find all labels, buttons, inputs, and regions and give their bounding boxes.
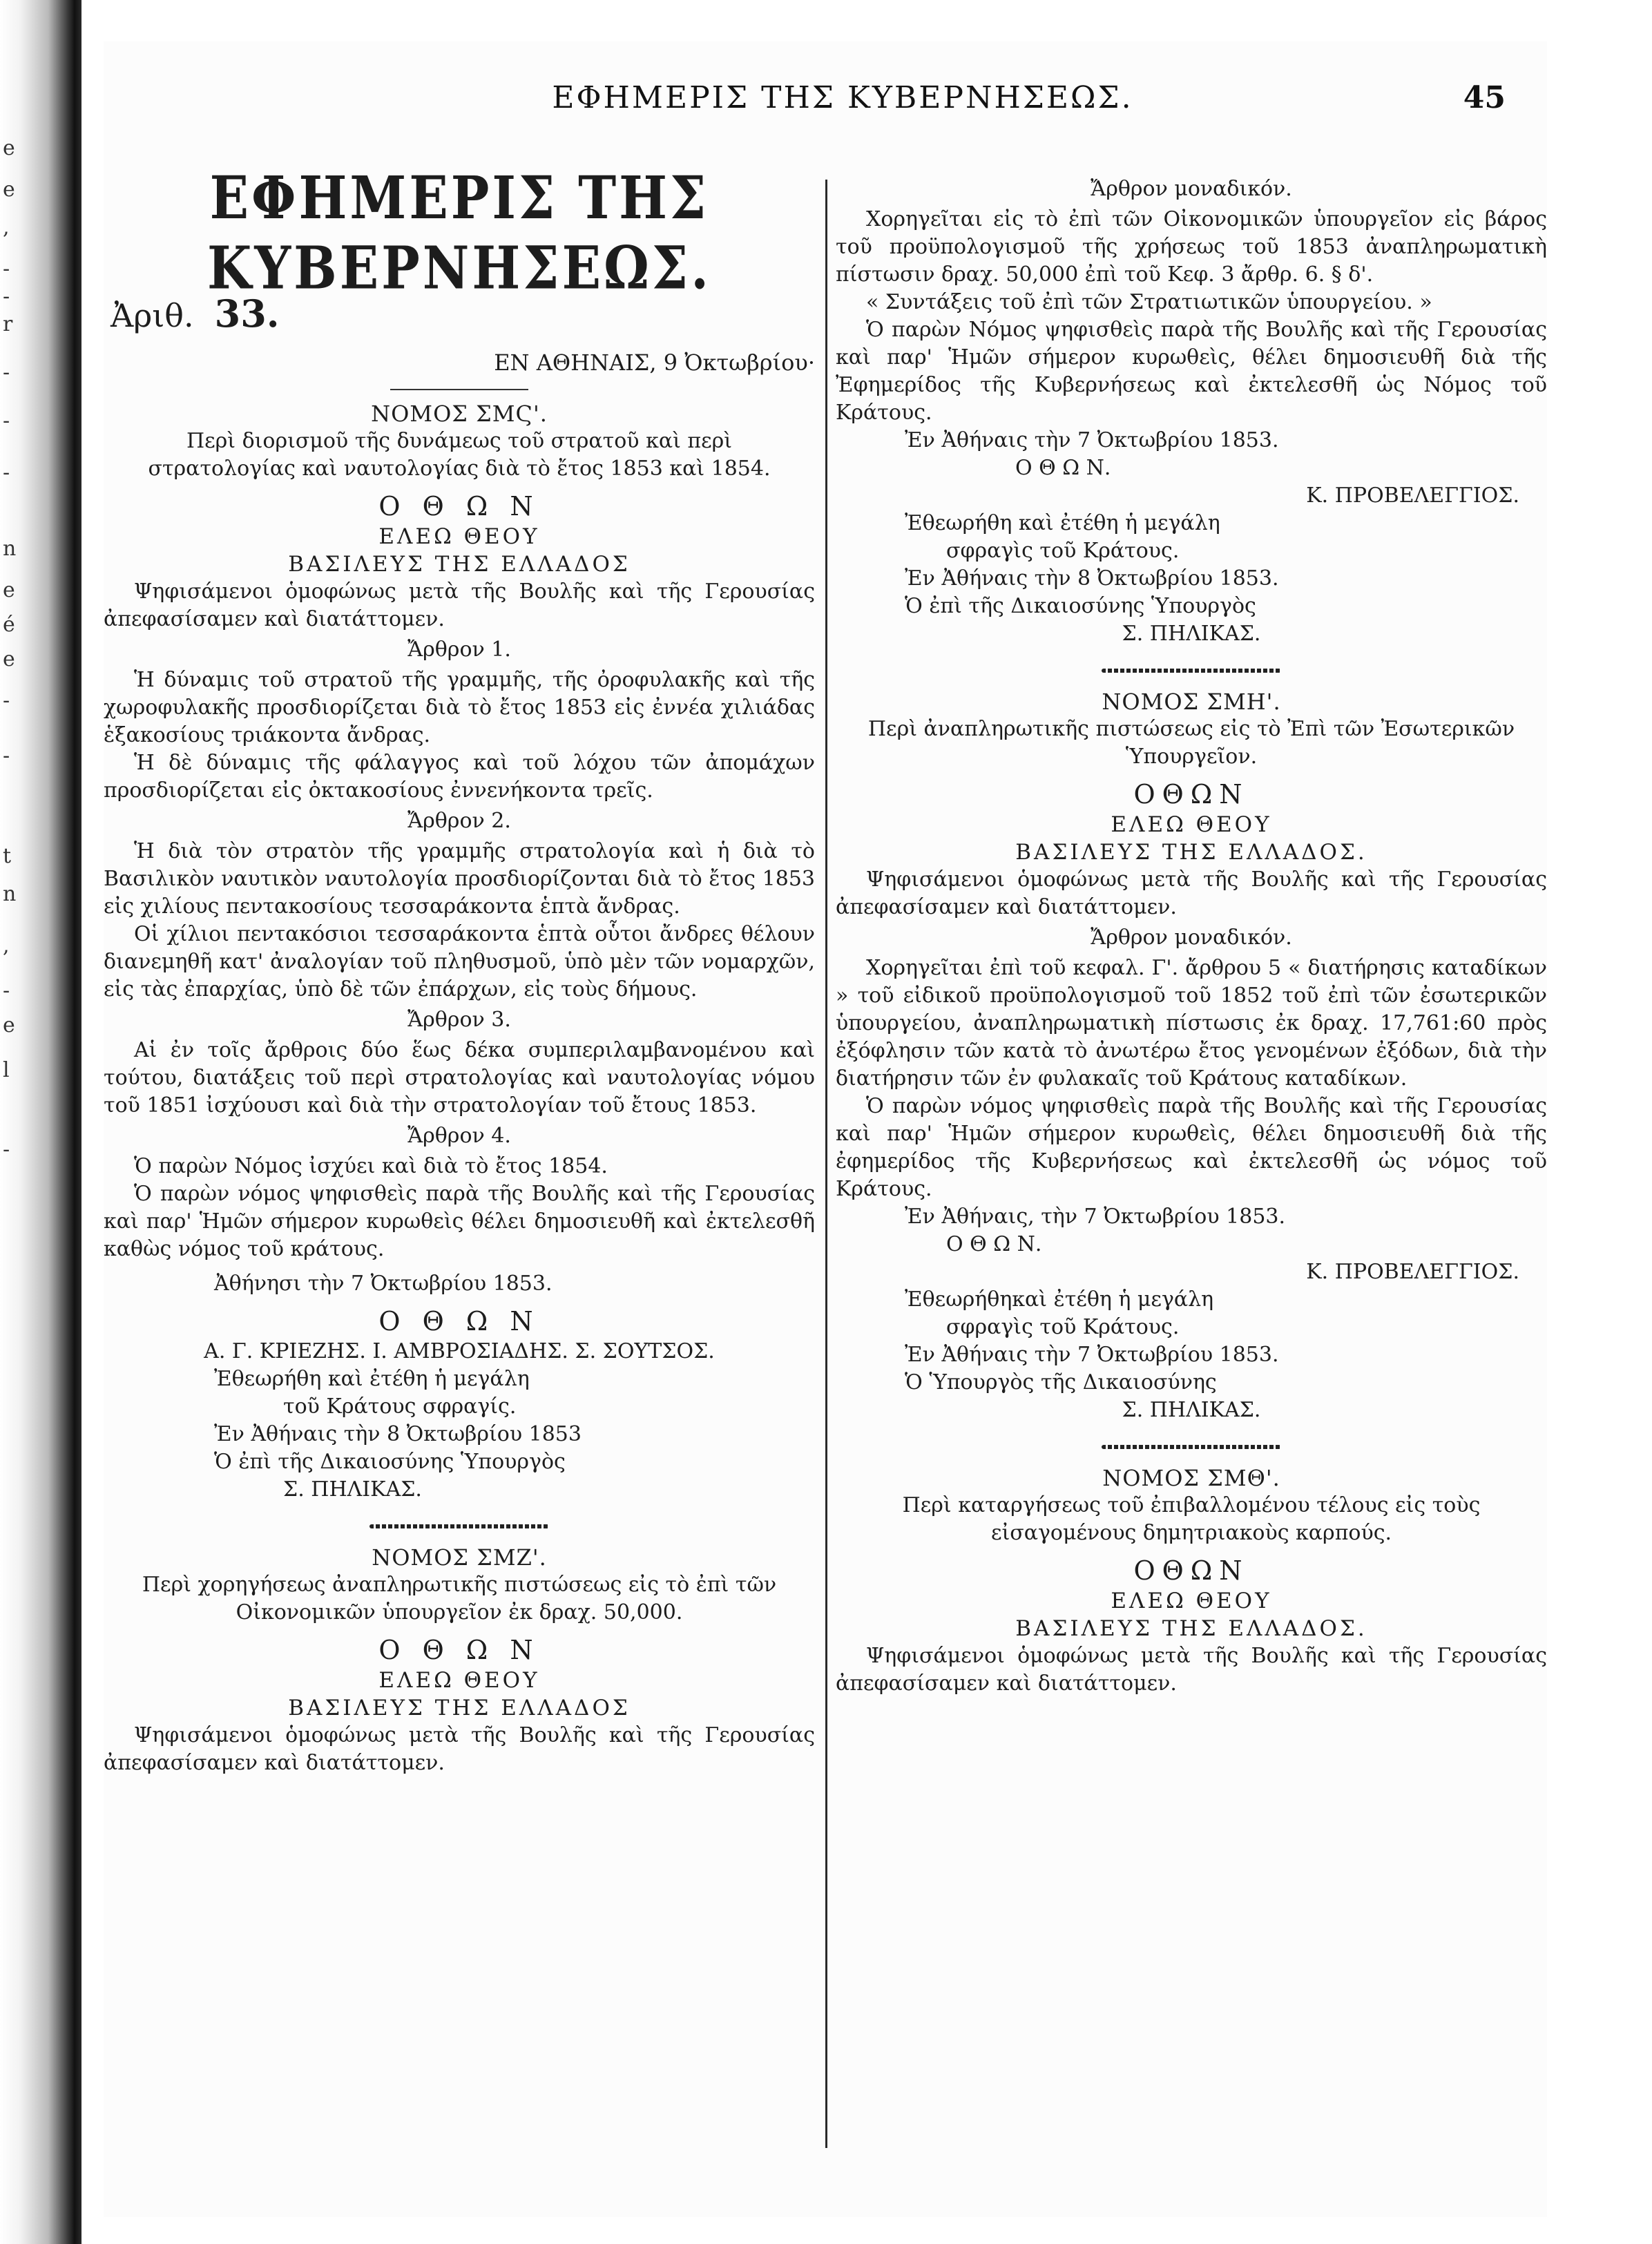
king-name: ΟΘΩΝ — [1133, 779, 1249, 809]
running-title: ΕΦΗΜΕΡΙΣ ΤΗΣ ΚΥΒΕΡΝΗΣΕΩΣ. — [552, 80, 1133, 115]
article-heading: Ἄρθρον 2. — [407, 809, 511, 833]
minister-name: Σ. ΠΗΛΙΚΑΣ. — [1122, 1398, 1261, 1422]
king-of-greece: ΒΑΣΙΛΕΥΣ ΤΗΣ ΕΛΛΑΔΟΣ. — [1015, 1616, 1367, 1641]
article-heading: Ἄρθρον 4. — [407, 1124, 511, 1148]
article-heading: Ἄρθρον 3. — [407, 1008, 511, 1032]
column-divider — [825, 180, 827, 2148]
preamble: Ψηφισάμενοι ὁμοφώνως μετὰ τῆς Βουλῆς καὶ τῆς Γερουσίας ἀπεφασίσαμεν καὶ διατάττομεν. — [836, 1644, 1547, 1696]
left-column — [104, 164, 815, 1777]
seal-note: Ἐθεωρήθη καὶ ἐτέθη ἡ μεγάλη — [905, 511, 1220, 535]
king-signature: Ο Θ Ω Ν. — [946, 1232, 1042, 1256]
king-signature: Ο Θ Ω Ν. — [1015, 456, 1111, 480]
article-text: Ἡ δὲ δύναμις τῆς φάλαγγος καὶ τοῦ λόχου τῶν ἀπομάχων προσδιορίζεται εἰς ὀκτακοσίους ἐννενήκοντα τρεῖς. — [104, 751, 815, 803]
article-text: Ὁ παρὼν Νόμος ἰσχύει καὶ διὰ τὸ ἔτος 1854. — [134, 1154, 608, 1178]
ornament-divider — [1102, 1445, 1281, 1449]
book-gutter: e e , - - r - - - n e é e - - t n , - e l - — [0, 0, 81, 2244]
king-of-greece: ΒΑΣΙΛΕΥΣ ΤΗΣ ΕΛΛΑΔΟΣ — [288, 1696, 631, 1720]
article-heading: Ἄρθρον μοναδικόν. — [1091, 177, 1292, 201]
masthead: ΕΦΗΜΕΡΙΣ ΤΗΣ ΚΥΒΕΡΝΗΣΕΩΣ. — [207, 164, 711, 303]
king-name: Ο Θ Ω Ν — [378, 1635, 540, 1665]
seal-note: τοῦ Κράτους σφραγίς. — [283, 1394, 517, 1419]
law-title: ΝΟΜΟΣ ΣΜϚ'. — [371, 401, 548, 427]
law-subject: Περὶ χορηγήσεως ἀναπληρωτικῆς πιστώσεως εἰς τὸ ἐπὶ τῶν Οἰκονομικῶν ὑπουργεῖον ἐκ δραχ. 50,000. — [142, 1573, 777, 1624]
grace-of-god: ΕΛΕΩ ΘΕΟΥ — [1111, 812, 1272, 837]
king-name: ΟΘΩΝ — [1133, 1555, 1249, 1586]
issue-number: Ἀριθ. 33. — [111, 291, 280, 336]
grace-of-god: ΕΛΕΩ ΘΕΟΥ — [378, 1668, 540, 1693]
king-signature: Ο Θ Ω Ν — [378, 1306, 540, 1336]
preamble: Ψηφισάμενοι ὁμοφώνως μετὰ τῆς Βουλῆς καὶ τῆς Γερουσίας ἀπεφασίσαμεν καὶ διατάττομεν. — [104, 579, 815, 631]
law-subject: Περὶ διορισμοῦ τῆς δυνάμεως τοῦ στρατοῦ καὶ περὶ στρατολογίας καὶ ναυτολογίας διὰ τὸ ἔτος 1853 καὶ 1854. — [148, 429, 771, 481]
minister-title: Ὁ ἐπὶ τῆς Δικαιοσύνης Ὑπουργὸς — [214, 1450, 566, 1474]
minister-signature: Κ. ΠΡΟΒΕΛΕΓΓΙΟΣ. — [1306, 483, 1519, 508]
seal-date: Ἐν Ἀθήναις τὴν 8 Ὀκτωβρίου 1853 — [214, 1422, 582, 1446]
article-text: Χορηγεῖται ἐπὶ τοῦ κεφαλ. Γ'. ἄρθρου 5 « διατήρησις καταδίκων » τοῦ εἰδικοῦ προϋπολογισμοῦ τοῦ 1852 τοῦ ἐπὶ τῶν ἐσωτερικῶν ὑπουργείου, ἀναπληρωματικὴ πίστωσις ἐκ δραχ. 17,761:60 πρὸς ἐξόφλησιν τῶν κατὰ τὸ ἀνωτέρω ἔτος γενομένων ἐξόδων, διὰ τὴν διατήρησιν τῶν ἐν φυλακαῖς τοῦ Κράτους καταδίκων. — [836, 956, 1547, 1091]
law-title: ΝΟΜΟΣ ΣΜΘ'. — [1102, 1465, 1280, 1491]
law-date: Ἐν Ἀθήναις, τὴν 7 Ὀκτωβρίου 1853. — [905, 1205, 1286, 1229]
king-of-greece: ΒΑΣΙΛΕΥΣ ΤΗΣ ΕΛΛΑΔΟΣ. — [1015, 840, 1367, 865]
article-text: Ἡ δύναμις τοῦ στρατοῦ τῆς γραμμῆς, τῆς ὀροφυλακῆς καὶ τῆς χωροφυλακῆς προσδιορίζεται διὰ τὸ ἔτος 1853 εἰς ἐννέα χιλιάδας ἑξακοσίους τριάκοντα ἄνδρας. — [104, 668, 815, 747]
dateline: ΕΝ ΑΘΗΝΑΙΣ, 9 Ὀκτωβρίου· — [494, 349, 815, 376]
grace-of-god: ΕΛΕΩ ΘΕΟΥ — [1111, 1589, 1272, 1613]
article-text: Ὁ παρὼν Νόμος ψηφισθεὶς παρὰ τῆς Βουλῆς καὶ τῆς Γερουσίας καὶ παρ' Ἡμῶν σήμερον κυρωθεὶς, θέλει δημοσιευθῆ διὰ τῆς Ἐφημερίδος τῆς Κυβερνήσεως καὶ ἐκτελεσθῆ ὡς Νόμος τοῦ Κράτους. — [836, 318, 1547, 425]
ornament-divider — [1102, 669, 1281, 673]
minister-title: Ὁ Ὑπουργὸς τῆς Δικαιοσύνης — [905, 1370, 1217, 1394]
ornament-divider — [369, 1524, 549, 1528]
minister-name: Σ. ΠΗΛΙΚΑΣ. — [283, 1477, 422, 1502]
law-date: Ἐν Ἀθήναις τὴν 7 Ὀκτωβρίου 1853. — [905, 428, 1279, 452]
seal-date: Ἐν Ἀθήναις τὴν 8 Ὀκτωβρίου 1853. — [905, 566, 1279, 591]
article-text: Χορηγεῖται εἰς τὸ ἐπὶ τῶν Οἰκονομικῶν ὑπουργεῖον εἰς βάρος τοῦ προϋπολογισμοῦ τῆς χρήσεως τοῦ 1853 ἀναπληρωματικὴ πίστωσιν δραχ. 50,000 ἐπὶ τοῦ Κεφ. 3 ἄρθρ. 6. § δ'. — [836, 207, 1547, 287]
minister-signature: Κ. ΠΡΟΒΕΛΕΓΓΙΟΣ. — [1306, 1260, 1519, 1284]
article-text: Ὁ παρὼν νόμος ψηφισθεὶς παρὰ τῆς Βουλῆς καὶ τῆς Γερουσίας καὶ παρ' Ἡμῶν σήμερον κυρωθεὶς θέλει δημοσιευθῆ καὶ ἐκτελεσθῆ καθὼς νόμος τοῦ κράτους. — [104, 1182, 815, 1261]
minister-signatures: Α. Γ. ΚΡΙΕΖΗΣ. Ι. ΑΜΒΡΟΣΙΑΔΗΣ. Σ. ΣΟΥΤΣΟΣ. — [204, 1339, 715, 1363]
preamble: Ψηφισάμενοι ὁμοφώνως μετὰ τῆς Βουλῆς καὶ τῆς Γερουσίας ἀπεφασίσαμεν καὶ διατάττομεν. — [836, 867, 1547, 919]
seal-note: Ἐθεωρήθη καὶ ἐτέθη ἡ μεγάλη — [214, 1367, 530, 1391]
preamble: Ψηφισάμενοι ὁμοφώνως μετὰ τῆς Βουλῆς καὶ τῆς Γερουσίας ἀπεφασίσαμεν καὶ διατάττομεν. — [104, 1723, 815, 1775]
running-header — [104, 41, 1547, 117]
minister-name: Σ. ΠΗΛΙΚΑΣ. — [1122, 622, 1261, 646]
article-heading: Ἄρθρον μοναδικόν. — [1091, 926, 1292, 950]
law-title: ΝΟΜΟΣ ΣΜΗ'. — [1102, 689, 1281, 715]
grace-of-god: ΕΛΕΩ ΘΕΟΥ — [378, 524, 540, 549]
article-heading: Ἄρθρον 1. — [407, 637, 511, 662]
seal-note: σφραγὶς τοῦ Κράτους. — [946, 1315, 1180, 1339]
king-name: Ο Θ Ω Ν — [378, 491, 540, 521]
article-text: Οἱ χίλιοι πεντακόσιοι τεσσαράκοντα ἑπτὰ οὗτοι ἄνδρες θέλουν διανεμηθῆ κατ' ἀναλογίαν τοῦ πληθυσμοῦ, ὑπὸ μὲν τῶν νομαρχῶν, εἰς τὰς ἐπαρχίας, ὑπὸ δὲ τῶν ἐπάρχων, εἰς τοὺς δήμους. — [104, 922, 815, 1001]
law-date: Ἀθήνησι τὴν 7 Ὀκτωβρίου 1853. — [214, 1272, 553, 1296]
article-text: Ὁ παρὼν νόμος ψηφισθεὶς παρὰ τῆς Βουλῆς καὶ τῆς Γερουσίας καὶ παρ' Ἡμῶν σήμερον κυρωθεὶς, θέλει δημοσιευθῆ διὰ τῆς ἐφημερίδος τῆς Κυβερνήσεως καὶ ἐκτελεσθῆ ὡς νόμος τοῦ Κράτους. — [836, 1094, 1547, 1201]
page-number: 45 — [1463, 80, 1506, 115]
law-subject: Περὶ καταργήσεως τοῦ ἐπιβαλλομένου τέλους εἰς τοὺς εἰσαγομένους δημητριακοὺς καρπούς. — [902, 1493, 1481, 1545]
seal-note: σφραγὶς τοῦ Κράτους. — [946, 539, 1180, 563]
law-title: ΝΟΜΟΣ ΣΜΖ'. — [372, 1544, 547, 1571]
king-of-greece: ΒΑΣΙΛΕΥΣ ΤΗΣ ΕΛΛΑΔΟΣ — [288, 552, 631, 577]
law-subject: Περὶ ἀναπληρωτικῆς πιστώσεως εἰς τὸ Ἐπὶ τῶν Ἐσωτερικῶν Ὑπουργεῖον. — [867, 717, 1515, 769]
title-rule — [390, 389, 528, 390]
minister-title: Ὁ ἐπὶ τῆς Δικαιοσύνης Ὑπουργὸς — [905, 594, 1256, 618]
seal-date: Ἐν Ἀθήναις τὴν 7 Ὀκτωβρίου 1853. — [905, 1343, 1279, 1367]
article-text: « Συντάξεις τοῦ ἐπὶ τῶν Στρατιωτικῶν ὑπουργείου. » — [866, 290, 1432, 314]
article-text: Αἱ ἐν τοῖς ἄρθροις δύο ἕως δέκα συμπεριλαμβανομένου καὶ τούτου, διατάξεις τοῦ περὶ στρατολογίας καὶ ναυτολογίας νόμου τοῦ 1851 ἰσχύουσι καὶ διὰ τὴν στρατολογίαν τοῦ ἔτους 1853. — [104, 1038, 815, 1118]
seal-note: Ἐθεωρήθηκαὶ ἐτέθη ἡ μεγάλη — [905, 1287, 1214, 1312]
right-column — [836, 173, 1547, 1698]
newspaper-page — [104, 41, 1547, 2217]
article-text: Ἡ διὰ τὸν στρατὸν τῆς γραμμῆς στρατολογία καὶ ἡ διὰ τὸ Βασιλικὸν ναυτικὸν ναυτολογία προσδιορίζονται διὰ τὸ ἔτος 1853 εἰς χιλίους πεντακοσίους τεσσαράκοντα ἑπτὰ ἄνδρας. — [104, 839, 815, 919]
